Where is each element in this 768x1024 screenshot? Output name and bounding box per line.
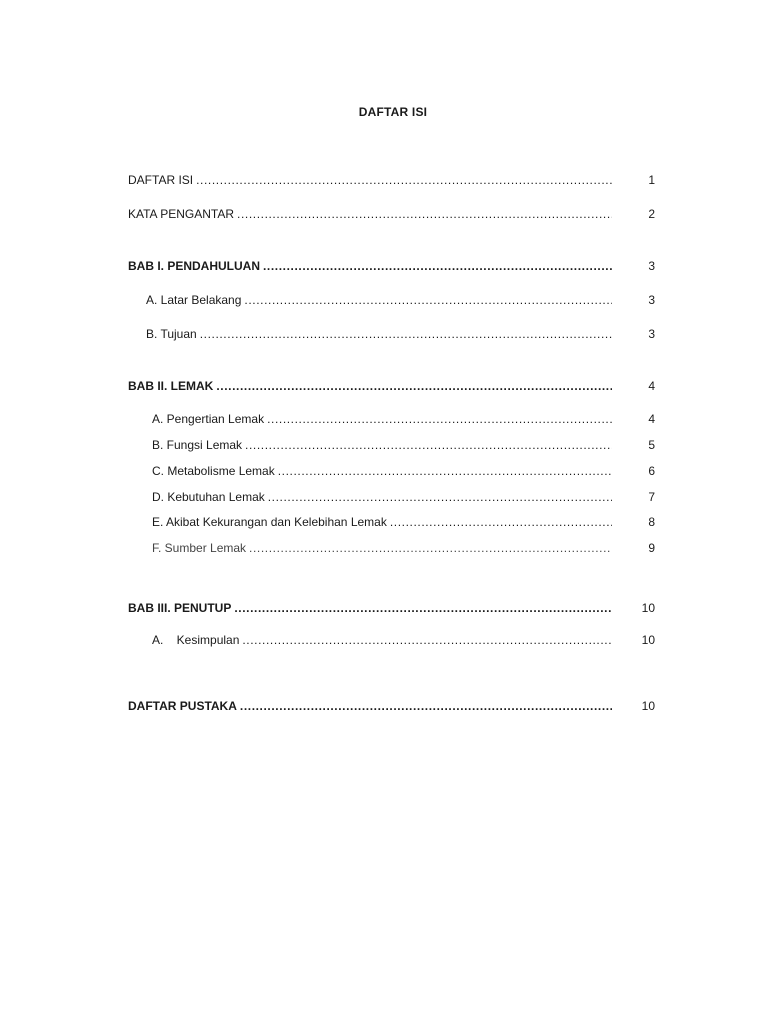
dot-leader: [216, 378, 612, 394]
toc-entry-metabolisme-lemak: [152, 463, 612, 479]
toc-entry-akibat-kekurangan-kelebihan: [152, 514, 612, 530]
dot-leader: [237, 206, 612, 222]
toc-page-number: 10: [641, 633, 655, 647]
toc-page-number: 5: [648, 438, 655, 452]
dot-leader: [249, 540, 612, 556]
toc-page-number: 3: [648, 293, 655, 307]
toc-entry-sumber-lemak: [152, 540, 612, 556]
toc-entry-kebutuhan-lemak: [152, 489, 612, 505]
toc-entry-label: A. Kesimpulan: [152, 633, 240, 647]
dot-leader: [234, 600, 612, 616]
toc-page-number: 4: [648, 412, 655, 426]
dot-leader: [242, 632, 612, 648]
toc-entry-label: F. Sumber Lemak: [152, 541, 247, 555]
dot-leader: [244, 292, 612, 308]
toc-entry-label: A. Latar Belakang: [146, 293, 242, 307]
toc-entry-label: B. Tujuan: [146, 327, 197, 341]
toc-page-number: 3: [648, 259, 655, 273]
toc-entry-label: D. Kebutuhan Lemak: [152, 490, 265, 504]
toc-entry-tujuan: [146, 326, 612, 342]
dot-leader: [263, 258, 612, 274]
toc-entry-label: E. Akibat Kekurangan dan Kelebihan Lemak: [152, 515, 387, 529]
dot-leader: [268, 489, 612, 505]
toc-page-number: 3: [648, 327, 655, 341]
toc-page-number: 7: [648, 490, 655, 504]
toc-page-number: 6: [648, 464, 655, 478]
dot-leader: [390, 514, 612, 530]
toc-entry-daftar-pustaka: [128, 698, 612, 714]
toc-entry-label: A. Pengertian Lemak: [152, 412, 265, 426]
dot-leader: [200, 326, 612, 342]
toc-entry-bab-3: [128, 600, 612, 616]
page-title: DAFTAR ISI: [358, 105, 428, 119]
toc-page-number: 10: [641, 699, 655, 713]
toc-page-number: 4: [648, 379, 655, 393]
toc-entry-label: BAB I. PENDAHULUAN: [128, 259, 260, 273]
toc-page-number: 9: [648, 541, 655, 555]
dot-leader: [196, 172, 612, 188]
dot-leader: [278, 463, 612, 479]
toc-entry-label: B. Fungsi Lemak: [152, 438, 243, 452]
toc-entry-label: C. Metabolisme Lemak: [152, 464, 275, 478]
toc-entry-kata-pengantar: [128, 206, 612, 222]
toc-page-number: 8: [648, 515, 655, 529]
toc-entry-bab-2: [128, 378, 612, 394]
toc-page-number: 2: [648, 207, 655, 221]
toc-entry-latar-belakang: [146, 292, 612, 308]
toc-entry-label: BAB II. LEMAK: [128, 379, 214, 393]
toc-entry-kesimpulan: [152, 632, 612, 648]
toc-page-number: 10: [641, 601, 655, 615]
toc-entry-bab-1: [128, 258, 612, 274]
toc-entry-label: BAB III. PENUTUP: [128, 601, 232, 615]
toc-entry-label: DAFTAR PUSTAKA: [128, 699, 237, 713]
toc-entry-daftar-isi: [128, 172, 612, 188]
toc-entry-fungsi-lemak: [152, 437, 612, 453]
toc-page-number: 1: [648, 173, 655, 187]
dot-leader: [245, 437, 612, 453]
toc-entry-label: KATA PENGANTAR: [128, 207, 235, 221]
toc-entry-pengertian-lemak: [152, 411, 612, 427]
toc-entry-label: DAFTAR ISI: [128, 173, 194, 187]
dot-leader: [267, 411, 612, 427]
dot-leader: [240, 698, 612, 714]
